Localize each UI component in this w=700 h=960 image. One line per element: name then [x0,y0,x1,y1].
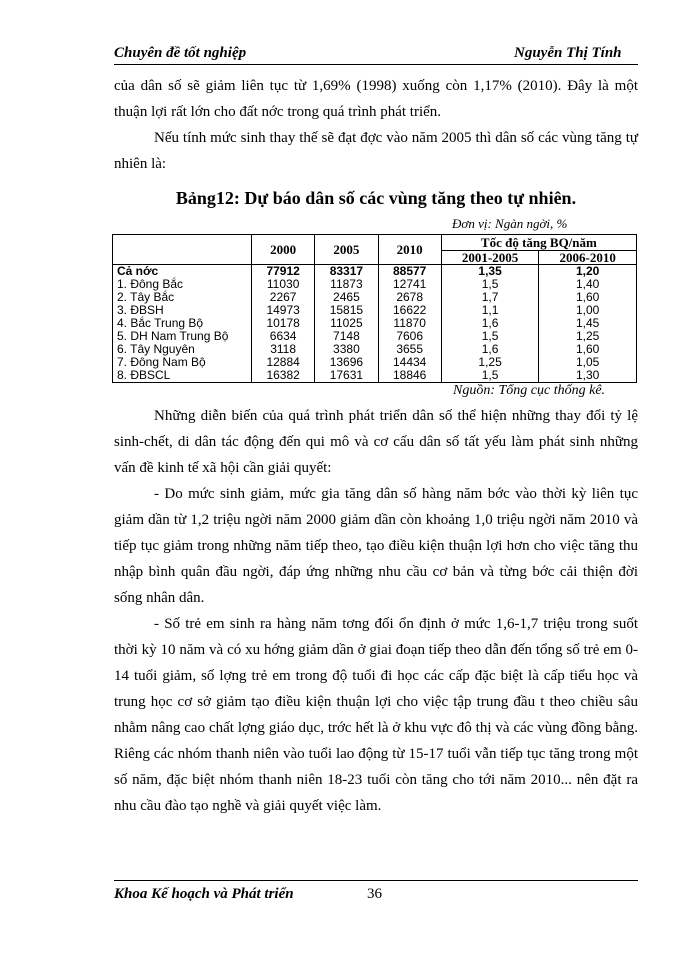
header-2005: 2005 [315,235,378,265]
region-name: 2. Tây Bắc [113,291,252,304]
header-right: Nguyễn Thị Tính [514,45,622,61]
table-unit: Đơn vị: Ngàn ngời, % [452,216,568,231]
table-row [113,369,637,383]
table-title: Bảng12: Dự báo dân số các vùng tăng theo tự nhiên. [175,188,577,208]
cell-g2: 1,30 [539,369,637,383]
header-empty [113,235,252,265]
cell-g2: 1,60 [539,343,637,356]
cell-v2005: 15815 [315,304,378,317]
cell-v2005: 13696 [315,356,378,369]
region-name: 8. ĐBSCL [113,369,252,383]
cell-v2010: 7606 [378,330,441,343]
cell-v2000: 6634 [252,330,315,343]
table-row [113,278,637,291]
cell-v2010: 14434 [378,356,441,369]
cell-v2010: 88577 [378,265,441,279]
cell-g1: 1,7 [441,291,539,304]
cell-v2000: 77912 [252,265,315,279]
region-name: 5. DH Nam Trung Bộ [113,330,252,343]
cell-g1: 1,25 [441,356,539,369]
cell-v2000: 12884 [252,356,315,369]
cell-v2000: 14973 [252,304,315,317]
cell-v2005: 7148 [315,330,378,343]
population-table [112,234,637,383]
cell-g2: 1,20 [539,265,637,279]
cell-g1: 1,6 [441,343,539,356]
table-row [113,265,637,279]
cell-g2: 1,25 [539,330,637,343]
header-2010: 2010 [378,235,441,265]
cell-v2005: 11873 [315,278,378,291]
region-name: 7. Đông Nam Bộ [113,356,252,369]
cell-g1: 1,1 [441,304,539,317]
cell-v2000: 11030 [252,278,315,291]
region-name: 3. ĐBSH [113,304,252,317]
cell-v2010: 16622 [378,304,441,317]
table-row [113,356,637,369]
cell-g2: 1,05 [539,356,637,369]
table-source: Nguồn: Tổng cục thống kê. [453,383,606,398]
intro-paragraph-2: Nếu tính mức sinh thay thế sẽ đạt đợc vào năm 2005 thì dân số các vùng tăng tự nhiên là: [114,130,638,172]
cell-v2005: 3380 [315,343,378,356]
cell-v2000: 3118 [252,343,315,356]
cell-v2010: 3655 [378,343,441,356]
header-left: Chuyên đề tốt nghiệp [114,45,247,61]
table-row [113,291,637,304]
region-name: Cả nớc [113,265,252,279]
cell-v2005: 83317 [315,265,378,279]
cell-v2005: 17631 [315,369,378,383]
region-name: 1. Đông Bắc [113,278,252,291]
cell-v2005: 11025 [315,317,378,330]
cell-v2000: 2267 [252,291,315,304]
cell-g1: 1,5 [441,330,539,343]
cell-v2010: 12741 [378,278,441,291]
page-number: 36 [367,886,382,902]
cell-v2010: 11870 [378,317,441,330]
footer-left: Khoa Kế hoạch và Phát triển [114,886,294,902]
intro-paragraph-1: của dân số sẽ giảm liên tục từ 1,69% (1998) xuống còn 1,17% (2010). Đây là một thuận lợi rất lớn cho đất nớc trong quá trình phát triển. [114,78,638,120]
cell-g2: 1,60 [539,291,637,304]
cell-g1: 1,5 [441,278,539,291]
header-rule [114,64,638,65]
region-name: 6. Tây Nguyên [113,343,252,356]
cell-v2010: 18846 [378,369,441,383]
cell-g2: 1,00 [539,304,637,317]
cell-v2010: 2678 [378,291,441,304]
header-period-1: 2001-2005 [441,251,539,265]
cell-v2000: 16382 [252,369,315,383]
cell-g1: 1,5 [441,369,539,383]
footer-rule [114,880,638,881]
body-paragraph-2: - Do mức sinh giảm, mức gia tăng dân số hàng năm bớc vào thời kỳ liên tục giảm dần từ 1,2 triệu ngời năm 2000 giảm dần còn khoảng 1,0 triệu ngời năm 2010 và tiếp tục giảm trong những năm tiếp theo, tạo điều kiện thuận lợi hơn cho việc tăng thu nhập bình quân đầu ngời, đáp ứng những nhu cầu cơ bản và từng bớc cải thiện đời sống nhân dân. [114,486,638,606]
header-period-2: 2006-2010 [539,251,637,265]
header-growth: Tốc độ tăng BQ/năm [441,235,636,251]
body-paragraph-3: - Số trẻ em sinh ra hàng năm tơng đối ổn định ở mức 1,6-1,7 triệu trong suốt thời kỳ 10 năm và có xu hớng giảm dần ở giai đoạn tiếp theo dẫn đến tổng số trẻ em 0-14 tuổi giảm, số lợng trẻ em trong độ tuổi đi học các cấp đặc biệt là cấp tiểu học và trung học cơ sở giảm tạo điều kiện thuận lợi cho việc tập trung đầu t theo chiều sâu nhằm nâng cao chất lợng giáo dục, trớc hết là ở khu vực đô thị và các vùng đồng bằng. Riêng các nhóm thanh niên vào tuổi lao động từ 15-17 tuổi vẫn tiếp tục tăng trong một số năm, đặc biệt nhóm thanh niên 18-23 tuổi còn tăng cho tới năm 2010... nên đặt ra nhu cầu đào tạo nghề và giải quyết việc làm. [114,616,638,814]
table-body [113,265,637,383]
cell-g2: 1,45 [539,317,637,330]
header-2000: 2000 [252,235,315,265]
cell-v2000: 10178 [252,317,315,330]
cell-v2005: 2465 [315,291,378,304]
cell-g1: 1,6 [441,317,539,330]
region-name: 4. Bắc Trung Bộ [113,317,252,330]
cell-g2: 1,40 [539,278,637,291]
body-paragraph-1: Những diễn biến của quá trình phát triển dân số thể hiện những thay đổi tỷ lệ sinh-chết, di dân tác động đến qui mô và cơ cấu dân số tất yếu làm phát sinh những vấn đề kinh tế xã hội cần giải quyết: [114,408,638,476]
cell-g1: 1,35 [441,265,539,279]
